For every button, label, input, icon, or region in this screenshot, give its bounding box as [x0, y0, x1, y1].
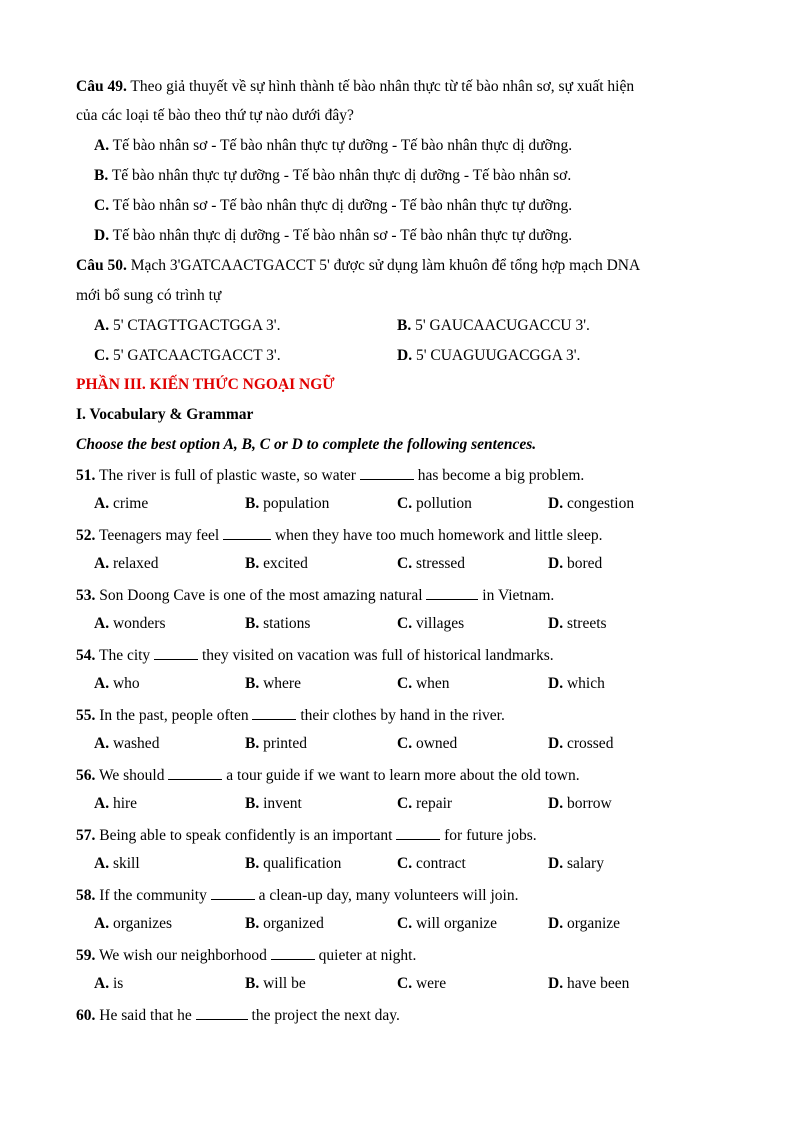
question-text: Being able to speak confidently is an important: [95, 827, 397, 844]
option-text: Tế bào nhân thực tự dưỡng - Tế bào nhân thực dị dưỡng - Tế bào nhân sơ.: [108, 167, 572, 184]
question-50-option-b: [397, 316, 590, 336]
question-50-stem-continued: [76, 286, 221, 306]
question-text: We should: [95, 767, 169, 784]
question-49-option-c: [94, 196, 572, 216]
option-d: [548, 854, 604, 874]
option-letter: A.: [94, 137, 110, 154]
option-letter: A.: [94, 555, 110, 572]
question-text: their clothes by hand in the river.: [296, 707, 505, 724]
option-text: will be: [259, 975, 306, 992]
answer-blank: [168, 765, 222, 780]
option-text: printed: [259, 735, 307, 752]
answer-blank: [426, 585, 478, 600]
option-text: were: [412, 975, 447, 992]
option-letter: C.: [94, 197, 110, 214]
question-number: 51.: [76, 467, 96, 484]
question-52-stem: [76, 525, 603, 546]
option-c: [397, 854, 466, 874]
question-number: Câu 50.: [76, 257, 127, 274]
question-number: 52.: [76, 527, 96, 544]
option-letter: D.: [548, 735, 564, 752]
option-d: [548, 914, 620, 934]
question-text: for future jobs.: [440, 827, 537, 844]
option-letter: B.: [245, 975, 260, 992]
option-letter: D.: [548, 855, 564, 872]
option-text: hire: [109, 795, 138, 812]
option-letter: A.: [94, 975, 110, 992]
option-text: borrow: [563, 795, 612, 812]
option-d: [548, 614, 607, 634]
option-letter: B.: [245, 555, 260, 572]
option-text: is: [109, 975, 124, 992]
option-text: relaxed: [109, 555, 159, 572]
section-title: PHẦN III. KIẾN THỨC NGOẠI NGỮ: [76, 376, 335, 393]
option-b: [245, 674, 301, 694]
answer-blank: [396, 825, 440, 840]
option-a: [94, 794, 137, 814]
question-text: mới bổ sung có trình tự: [76, 287, 222, 304]
answer-blank: [271, 945, 315, 960]
option-letter: B.: [245, 495, 260, 512]
question-number: 57.: [76, 827, 96, 844]
question-text: Mạch 3'GATCAACTGACCT 5' được sử dụng làm khuôn để tổng hợp mạch DNA: [126, 257, 641, 274]
question-number: Câu 49.: [76, 78, 127, 95]
option-letter: C.: [397, 495, 413, 512]
option-a: [94, 614, 165, 634]
option-text: pollution: [412, 495, 472, 512]
question-text: The river is full of plastic waste, so water: [95, 467, 360, 484]
option-text: invent: [259, 795, 302, 812]
option-letter: C.: [397, 675, 413, 692]
question-number: 59.: [76, 947, 96, 964]
option-a: [94, 914, 172, 934]
option-letter: C.: [94, 347, 110, 364]
question-text: quieter at night.: [314, 947, 417, 964]
option-text: who: [109, 675, 140, 692]
option-letter: A.: [94, 675, 110, 692]
option-letter: B.: [245, 735, 260, 752]
answer-blank: [154, 645, 198, 660]
option-text: bored: [563, 555, 603, 572]
option-b: [245, 854, 341, 874]
option-text: streets: [563, 615, 607, 632]
option-a: [94, 494, 148, 514]
question-49-option-d: [94, 226, 572, 246]
option-b: [245, 554, 308, 574]
option-text: excited: [259, 555, 308, 572]
option-letter: B.: [245, 915, 260, 932]
question-text: in Vietnam.: [478, 587, 555, 604]
question-text: a tour guide if we want to learn more about the old town.: [222, 767, 580, 784]
option-text: Tế bào nhân thực dị dưỡng - Tế bào nhân sơ - Tế bào nhân thực tự dưỡng.: [109, 227, 573, 244]
option-letter: B.: [397, 317, 412, 334]
option-letter: A.: [94, 795, 110, 812]
answer-blank: [223, 525, 271, 540]
question-number: 56.: [76, 767, 96, 784]
option-letter: A.: [94, 317, 110, 334]
option-letter: A.: [94, 855, 110, 872]
option-text: 5' CUAGUUGACGGA 3'.: [412, 347, 581, 364]
option-letter: C.: [397, 915, 413, 932]
question-number: 55.: [76, 707, 96, 724]
question-number: 58.: [76, 887, 96, 904]
option-d: [548, 494, 634, 514]
option-text: skill: [109, 855, 140, 872]
option-letter: C.: [397, 855, 413, 872]
option-letter: A.: [94, 735, 110, 752]
question-55-stem: [76, 705, 505, 726]
option-d: [548, 794, 612, 814]
option-text: organized: [259, 915, 324, 932]
option-text: Tế bào nhân sơ - Tế bào nhân thực dị dưỡng - Tế bào nhân thực tự dưỡng.: [109, 197, 573, 214]
option-letter: C.: [397, 795, 413, 812]
option-b: [245, 614, 310, 634]
option-b: [245, 734, 307, 754]
option-letter: D.: [548, 675, 564, 692]
option-d: [548, 734, 613, 754]
question-56-stem: [76, 765, 580, 786]
instruction: Choose the best option A, B, C or D to complete the following sentences.: [76, 436, 537, 453]
question-50-option-d: [397, 346, 580, 366]
option-text: stressed: [412, 555, 466, 572]
option-text: stations: [259, 615, 311, 632]
question-54-stem: [76, 645, 554, 666]
option-text: which: [563, 675, 605, 692]
option-text: population: [259, 495, 330, 512]
option-text: will organize: [412, 915, 498, 932]
option-letter: B.: [245, 615, 260, 632]
option-letter: D.: [397, 347, 413, 364]
option-text: villages: [412, 615, 465, 632]
question-50-option-a: [94, 316, 280, 336]
option-a: [94, 554, 159, 574]
option-text: 5' GAUCAACUGACCU 3'.: [411, 317, 590, 334]
option-letter: A.: [94, 495, 110, 512]
question-text: If the community: [95, 887, 211, 904]
option-letter: D.: [548, 915, 564, 932]
question-text: của các loại tế bào theo thứ tự nào dưới đây?: [76, 107, 354, 124]
option-letter: C.: [397, 975, 413, 992]
option-b: [245, 974, 306, 994]
question-text: has become a big problem.: [413, 467, 585, 484]
question-57-stem: [76, 825, 537, 846]
question-59-stem: [76, 945, 416, 966]
option-a: [94, 734, 159, 754]
option-text: 5' CTAGTTGACTGGA 3'.: [109, 317, 281, 334]
option-letter: B.: [94, 167, 109, 184]
option-text: owned: [412, 735, 458, 752]
question-58-stem: [76, 885, 518, 906]
question-text: Teenagers may feel: [95, 527, 224, 544]
question-53-stem: [76, 585, 554, 606]
option-letter: A.: [94, 615, 110, 632]
option-d: [548, 674, 605, 694]
option-letter: C.: [397, 615, 413, 632]
option-c: [397, 554, 465, 574]
option-letter: B.: [245, 795, 260, 812]
option-a: [94, 674, 140, 694]
question-49-option-a: [94, 136, 572, 156]
option-letter: D.: [548, 495, 564, 512]
option-c: [397, 914, 497, 934]
option-letter: D.: [548, 615, 564, 632]
question-text: when they have too much homework and little sleep.: [271, 527, 603, 544]
question-text: Theo giả thuyết về sự hình thành tế bào nhân thực từ tế bào nhân sơ, sự xuất hiện: [126, 78, 635, 95]
option-letter: C.: [397, 555, 413, 572]
option-letter: D.: [548, 975, 564, 992]
option-letter: A.: [94, 915, 110, 932]
question-49-stem-continued: [76, 106, 354, 126]
option-text: repair: [412, 795, 453, 812]
option-text: organize: [563, 915, 621, 932]
option-text: congestion: [563, 495, 635, 512]
option-letter: D.: [94, 227, 110, 244]
question-number: 53.: [76, 587, 96, 604]
question-51-stem: [76, 465, 584, 486]
option-letter: D.: [548, 555, 564, 572]
answer-blank: [252, 705, 296, 720]
option-c: [397, 734, 457, 754]
option-letter: B.: [245, 675, 260, 692]
option-b: [245, 914, 324, 934]
question-number: 54.: [76, 647, 96, 664]
option-text: crime: [109, 495, 149, 512]
option-text: organizes: [109, 915, 173, 932]
option-text: 5' GATCAACTGACCT 3'.: [109, 347, 281, 364]
answer-blank: [360, 465, 414, 480]
question-49-option-b: [94, 166, 571, 186]
option-c: [397, 674, 450, 694]
option-c: [397, 794, 452, 814]
question-text: We wish our neighborhood: [95, 947, 271, 964]
option-d: [548, 554, 602, 574]
option-d: [548, 974, 629, 994]
option-c: [397, 494, 472, 514]
option-letter: B.: [245, 855, 260, 872]
question-text: Son Doong Cave is one of the most amazing natural: [95, 587, 427, 604]
option-text: when: [412, 675, 450, 692]
question-text: a clean-up day, many volunteers will join.: [254, 887, 519, 904]
question-60-stem: [76, 1005, 400, 1026]
option-b: [245, 494, 329, 514]
option-c: [397, 614, 464, 634]
option-text: wonders: [109, 615, 166, 632]
question-50-option-c: [94, 346, 281, 366]
question-text: they visited on vacation was full of historical landmarks.: [198, 647, 554, 664]
option-text: have been: [563, 975, 630, 992]
option-a: [94, 854, 140, 874]
option-text: salary: [563, 855, 604, 872]
answer-blank: [211, 885, 255, 900]
answer-blank: [196, 1005, 248, 1020]
option-a: [94, 974, 123, 994]
option-text: where: [259, 675, 301, 692]
option-c: [397, 974, 446, 994]
question-text: the project the next day.: [247, 1007, 400, 1024]
subsection-title: I. Vocabulary & Grammar: [76, 406, 254, 423]
option-letter: C.: [397, 735, 413, 752]
option-letter: D.: [548, 795, 564, 812]
option-text: crossed: [563, 735, 614, 752]
question-50-stem: [76, 256, 640, 276]
question-number: 60.: [76, 1007, 96, 1024]
option-b: [245, 794, 302, 814]
option-text: qualification: [259, 855, 342, 872]
option-text: Tế bào nhân sơ - Tế bào nhân thực tự dưỡng - Tế bào nhân thực dị dưỡng.: [109, 137, 573, 154]
question-text: He said that he: [95, 1007, 196, 1024]
option-text: contract: [412, 855, 466, 872]
option-text: washed: [109, 735, 160, 752]
question-text: In the past, people often: [95, 707, 253, 724]
question-49-stem: [76, 77, 634, 97]
question-text: The city: [95, 647, 155, 664]
